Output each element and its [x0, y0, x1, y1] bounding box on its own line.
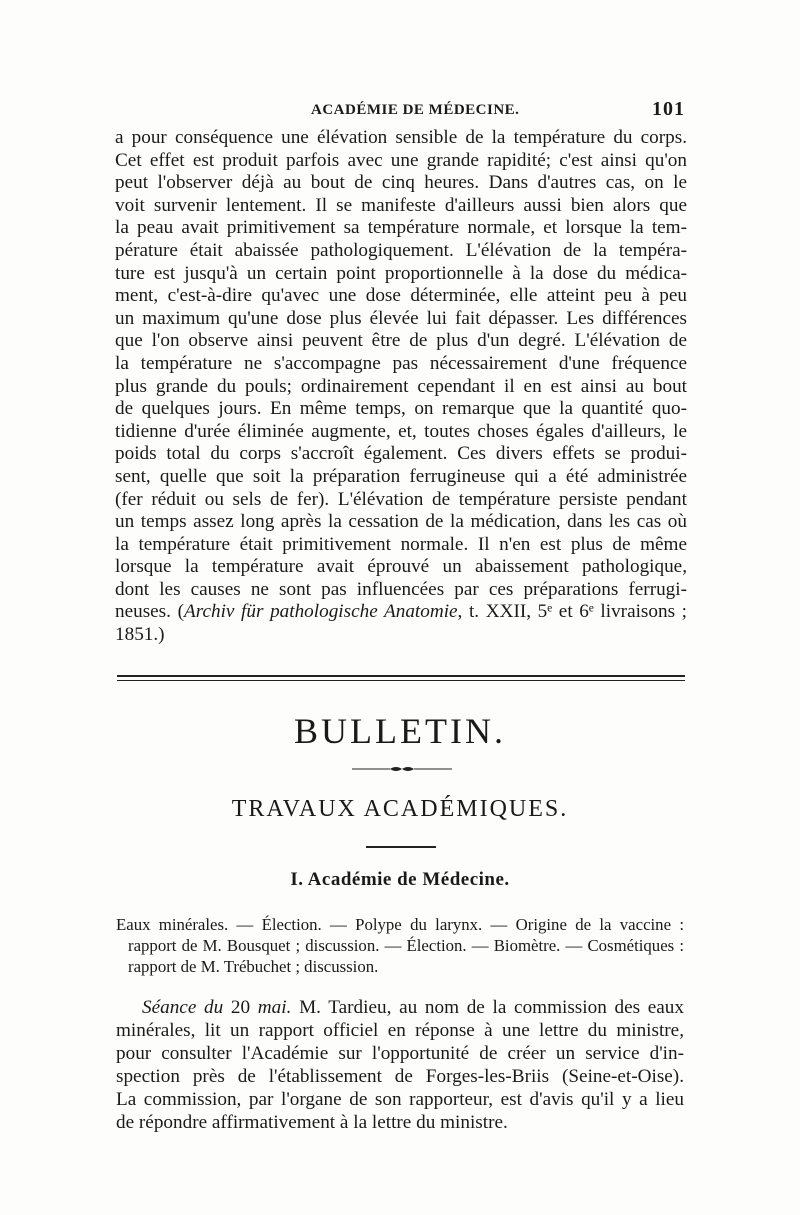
text-line: un temps assez long après la cessation de la médication, dans les cas où [115, 511, 687, 533]
summary-line: rapport de M. Trébuchet ; discussion. [128, 957, 379, 976]
text-line: spection près de l'établissement de Forges-les-Briis (Seine-et-Oise). [116, 1066, 684, 1087]
session-summary [116, 914, 684, 977]
ornament-icon [352, 765, 452, 773]
text-line: la température ne s'accompagne pas nécessairement d'une fréquence [115, 352, 687, 374]
citation-year: 1851.) [115, 624, 165, 646]
text-line: sent, quelle que soit la préparation ferrugineuse qui a été administrée [115, 465, 687, 487]
text-line: de répondre affirmativement à la lettre du ministre. [116, 1112, 508, 1133]
summary-line: rapport de M. Bousquet ; discussion. — Élection. — Biomètre. — Cosmétiques : [128, 936, 684, 955]
text-line: dont les causes ne sont pas influencées par ces préparations ferrugi- [115, 578, 687, 600]
text-line: Cet effet est produit parfois avec une grande rapidité; c'est ainsi qu'on [115, 149, 687, 171]
short-rule [366, 846, 436, 848]
text-line: a pour conséquence une élévation sensible de la température du corps. [115, 127, 687, 148]
text-line: de quelques jours. En même temps, on remarque que la quantité quo- [115, 398, 687, 420]
bulletin-title: BULLETIN. [294, 711, 506, 751]
text-line: que l'on observe ainsi peuvent être de plus d'un degré. L'élévation de [115, 330, 687, 352]
text-line: voit survenir lentement. Il se manifeste d'ailleurs aussi bien alors que [115, 194, 687, 216]
seance-month: mai. [257, 997, 292, 1018]
seance-paragraph [116, 996, 684, 1134]
section-divider-rule [117, 675, 685, 681]
text-line: La commission, par l'organe de son rapporteur, est d'avis qu'il y a lieu [116, 1089, 684, 1110]
text-line: peut l'observer déjà au bout de cinq heures. Dans d'autres cas, on le [115, 172, 687, 194]
running-head [115, 98, 685, 124]
summary-line: Eaux minérales. — Élection. — Polype du larynx. — Origine de la vaccine : [116, 915, 684, 934]
seance-first-rest: M. Tardieu, au nom de la commission des eaux [291, 997, 684, 1018]
page-number: 101 [652, 98, 685, 120]
text-line: la température était primitivement normale. Il n'en est plus de même [115, 533, 687, 555]
text-line: plus grande du pouls; ordinairement cependant il en est ainsi au bout [115, 375, 687, 397]
text-line: la peau avait primitivement sa température normale, et lorsque la tem- [115, 217, 687, 239]
text-line: tidienne d'urée éliminée augmente, et, toutes choses égales d'ailleurs, le [115, 420, 687, 442]
text-line: un maximum qu'une dose plus élevée lui fait dépasser. Les différences [115, 307, 687, 329]
body-paragraph [115, 127, 687, 647]
seance-day: 20 [223, 997, 258, 1018]
citation-prefix: neuses. ( [115, 601, 184, 623]
citation-line [115, 601, 687, 624]
subsection-title: I. Académie de Médecine. [290, 869, 510, 890]
text-line: pour consulter l'Académie sur l'opportunité de créer un service d'in- [116, 1043, 684, 1064]
seance-first-line [116, 996, 684, 1019]
text-line: minérales, lit un rapport officiel en réponse à une lettre du ministre, [116, 1020, 684, 1041]
citation-journal: Archiv für pathologische Anatomie [183, 601, 458, 623]
citation-suffix: , t. XXII, 5ᵉ et 6ᵉ livraisons ; [457, 601, 688, 623]
text-line: ment, c'est-à-dire qu'avec une dose déterminée, elle atteint peu à peu [115, 285, 687, 307]
seance-lead: Séance du [142, 997, 224, 1018]
text-line: poids total du corps s'accroît également. Ces divers effets se produi- [115, 443, 687, 465]
text-line: pérature était abaissée pathologiquement. L'élévation de la tempéra- [115, 239, 687, 261]
text-line: (fer réduit ou sels de fer). L'élévation de température persiste pendant [115, 488, 687, 510]
running-head-title: ACADÉMIE DE MÉDECINE. [311, 102, 520, 118]
text-line: lorsque la température avait éprouvé un abaissement pathologique, [115, 556, 687, 578]
text-line: ture est jusqu'à un certain point proportionnelle à la dose du médica- [115, 262, 687, 284]
section-heading: TRAVAUX ACADÉMIQUES. [231, 796, 569, 822]
